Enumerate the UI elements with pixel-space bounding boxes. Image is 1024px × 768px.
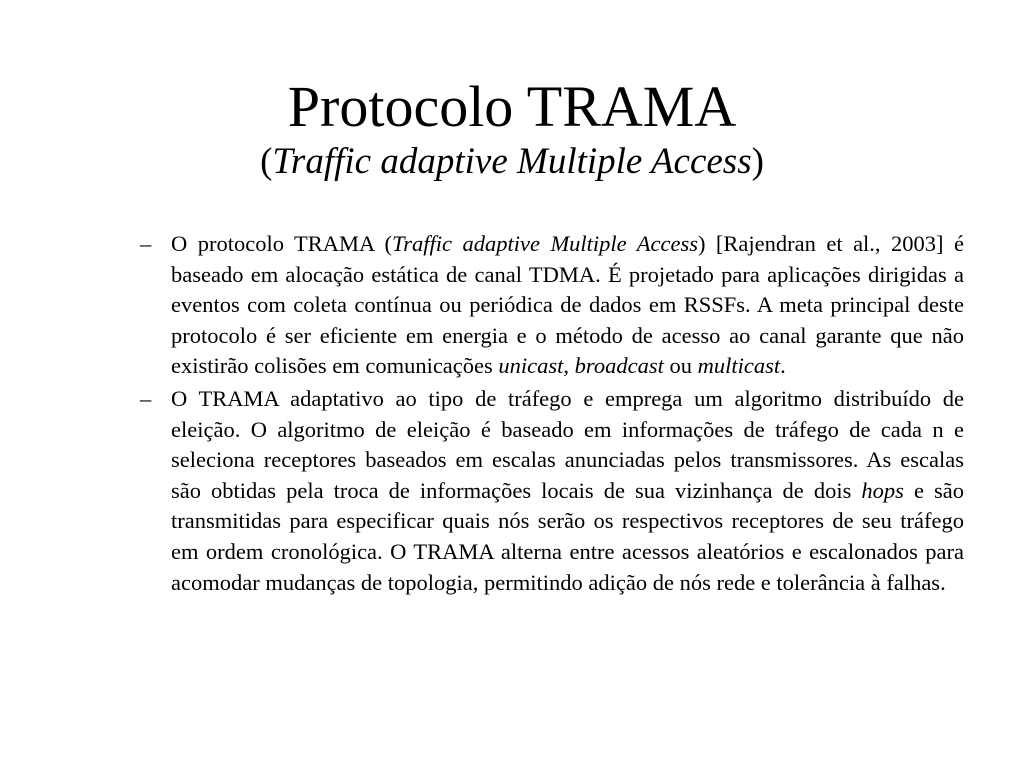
bullet-1-text-4: ou: [663, 353, 698, 379]
bullet-1-text-3: ,: [563, 353, 575, 379]
bullet-1-italic-3: broadcast: [574, 353, 664, 379]
slide-subtitle: [0, 140, 1024, 184]
bullet-item-2: [140, 384, 964, 598]
bullet-2-italic-1: hops: [861, 477, 904, 503]
bullet-marker: –: [140, 385, 152, 411]
bullet-list: [140, 229, 964, 600]
bullet-1-text-2: ) [Rajendran et al., 2003] é baseado em alocação estática de canal TDMA. É projetado para aplicações dirigidas a eventos com coleta contínua ou periódica de dados em RSSFs. A meta principal deste protocolo é ser eficiente em energia e o método de acesso ao canal garante que não existirão colisões em comunicações: [171, 231, 964, 379]
title-block: [0, 74, 1024, 184]
bullet-1-text-1: O protocolo TRAMA (: [171, 231, 392, 256]
subtitle-open-paren: (: [260, 141, 273, 182]
bullet-1-italic-2: unicast: [498, 353, 564, 379]
slide-title: Protocolo TRAMA: [287, 74, 737, 139]
bullet-1-italic-1: Traffic adaptive Multiple Access: [392, 231, 698, 256]
bullet-marker: –: [140, 231, 152, 256]
subtitle-close-paren: ): [751, 141, 764, 182]
bullet-1-italic-4: multicast: [697, 353, 781, 379]
bullet-2-text-2: e são transmitidas para especificar quais nós serão os respectivos receptores de seu tráfego em ordem cronológica. O TRAMA alterna entre acessos aleatórios e escalonados para acomodar mudanças de topologia, permitindo adição de nós rede e tolerância à falhas.: [171, 477, 964, 595]
bullet-1-text-5: .: [780, 353, 786, 379]
bullet-2-text-1: O TRAMA adaptativo ao tipo de tráfego e emprega um algoritmo distribuído de eleição. O algoritmo de eleição é baseado em informações de tráfego de cada n e seleciona receptores baseados em escalas anunciadas pelos transmissores. As escalas são obtidas pela troca de informações locais de sua vizinhança de dois: [171, 385, 964, 503]
bullet-item-1: [140, 229, 964, 382]
subtitle-italic: Traffic adaptive Multiple Access: [272, 141, 752, 182]
